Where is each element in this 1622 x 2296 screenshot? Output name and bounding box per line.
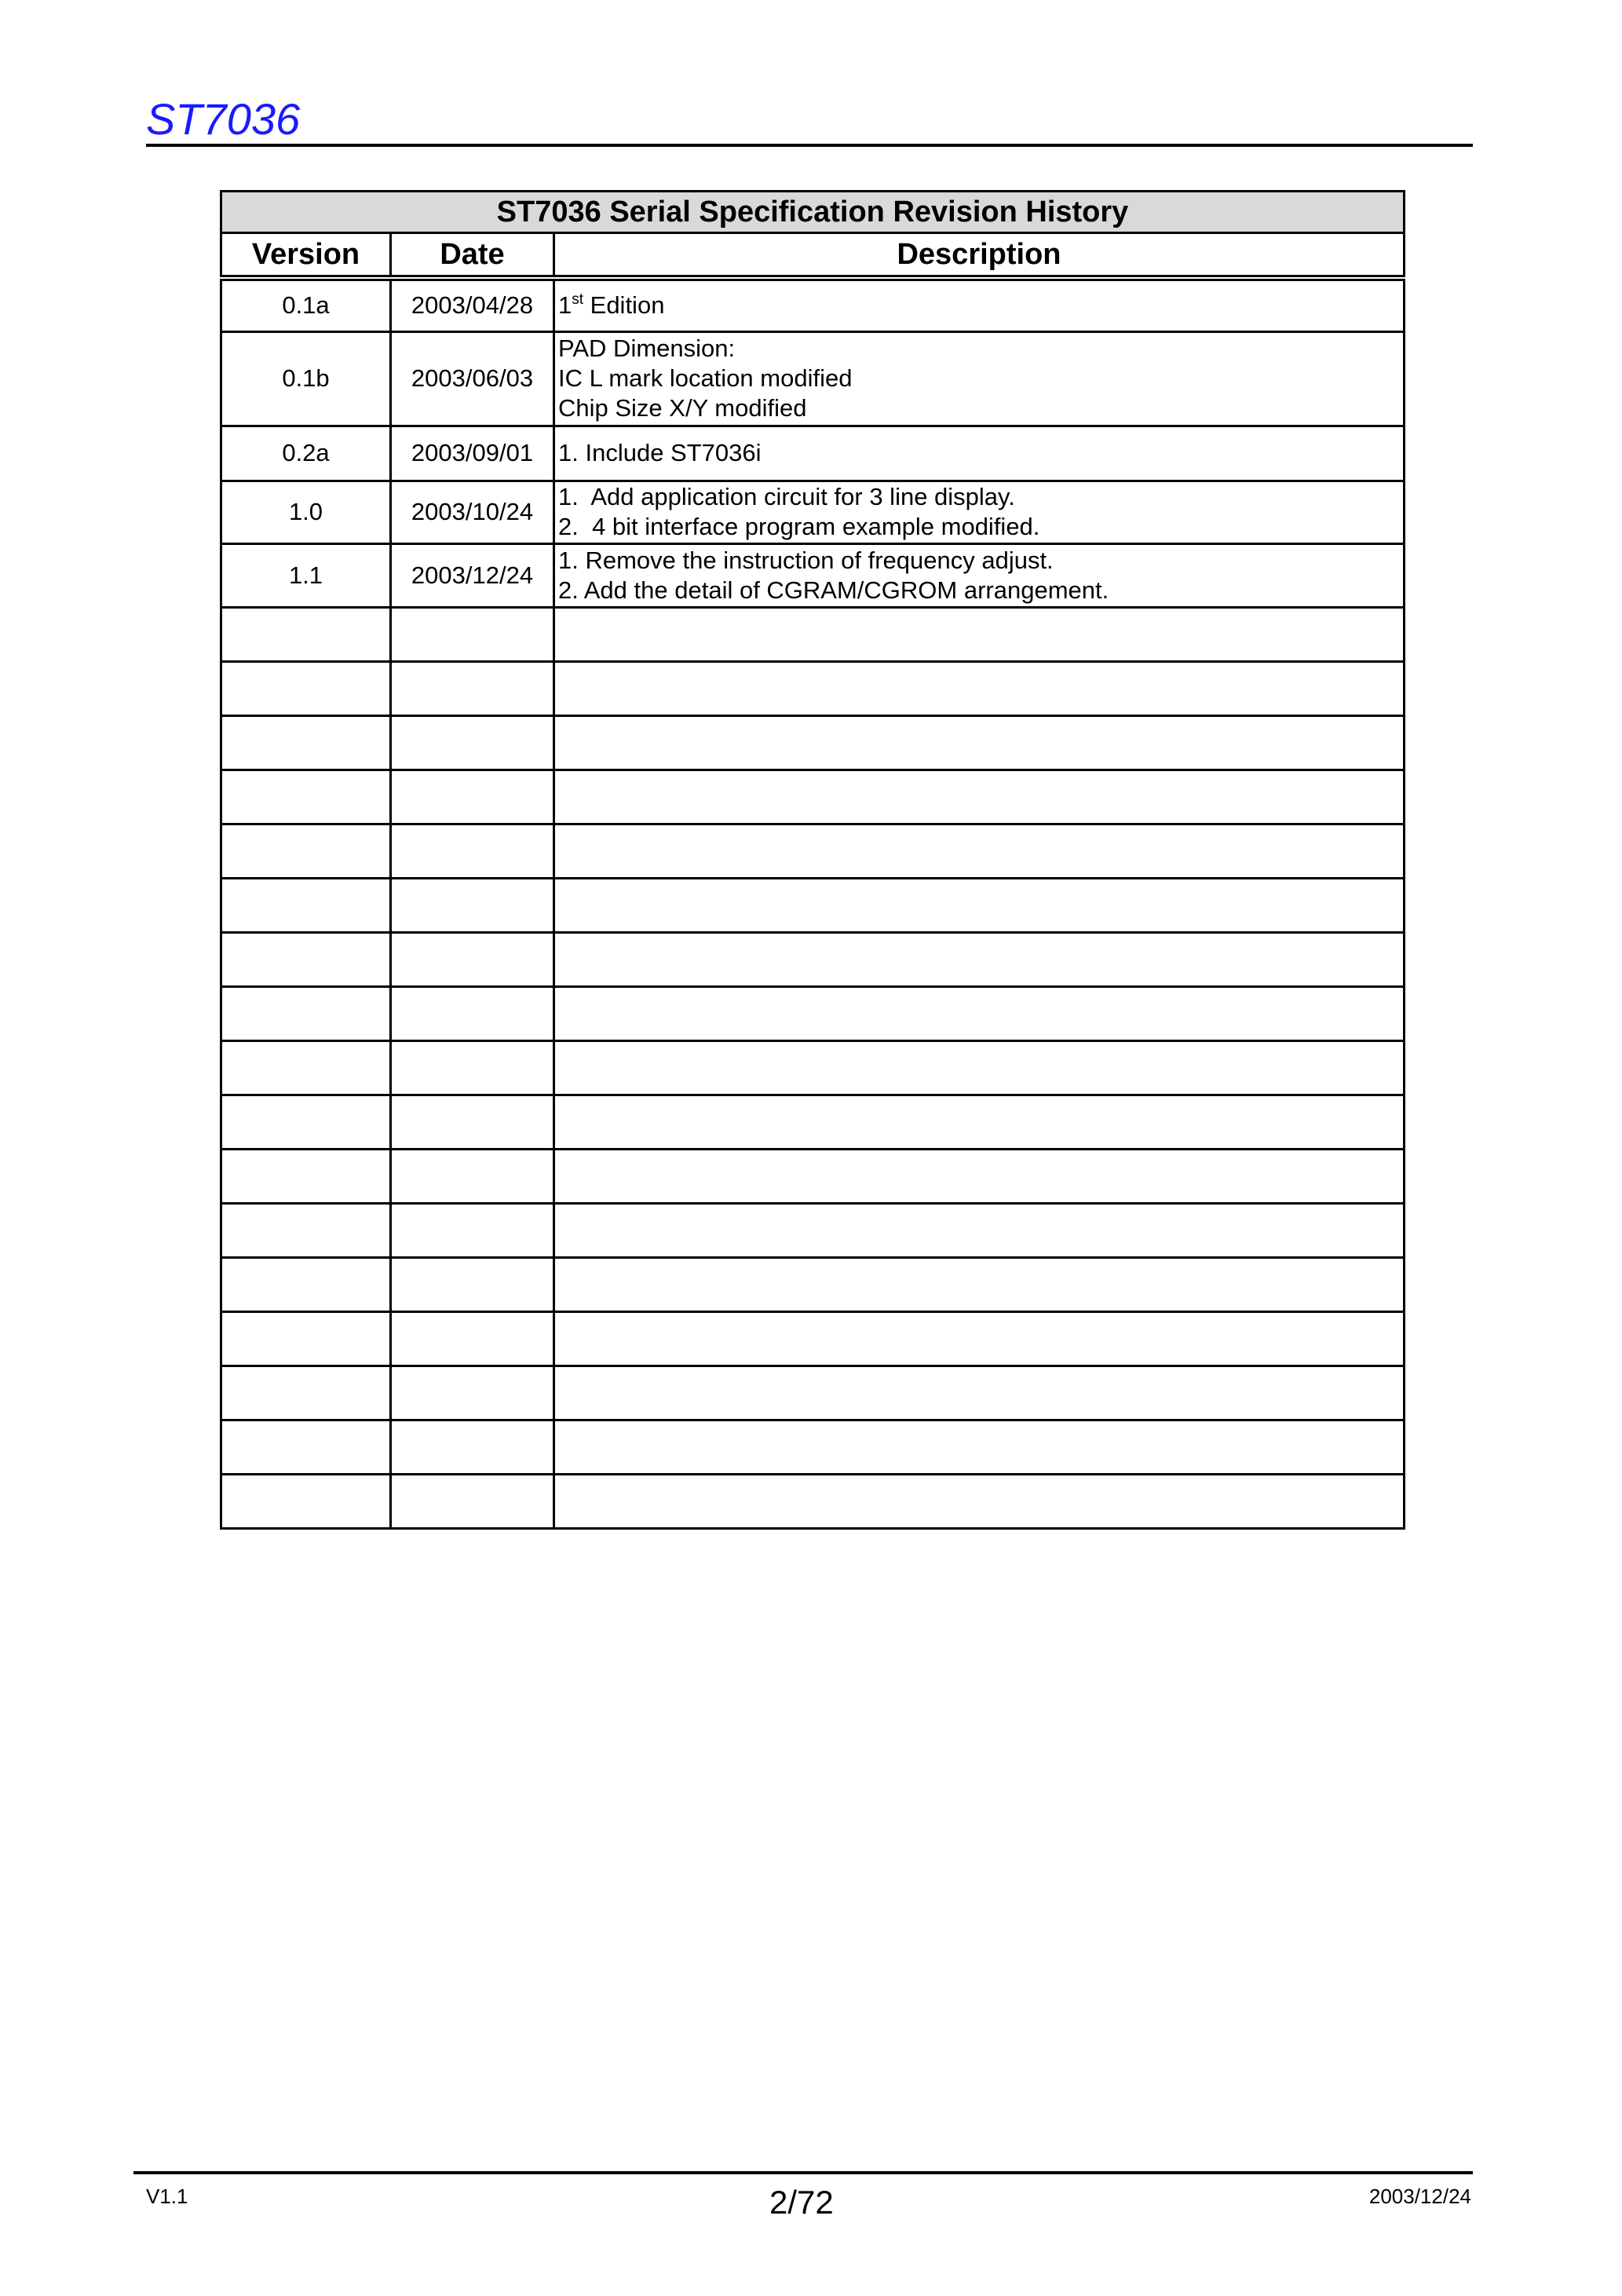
description-line: PAD Dimension: [558, 335, 736, 362]
description-cell [554, 481, 1405, 543]
description-line: IC L mark location modified [558, 364, 853, 392]
version-cell [221, 1040, 391, 1095]
version-cell [221, 1474, 391, 1528]
column-header-description: Description [554, 233, 1405, 279]
empty-table-row [221, 824, 1405, 878]
description-cell [554, 1203, 1405, 1257]
date-cell [391, 986, 554, 1040]
description-cell [554, 824, 1405, 878]
date-cell [391, 1366, 554, 1420]
date-cell [391, 770, 554, 824]
column-header-date: Date [391, 233, 554, 279]
header-rule [146, 144, 1473, 147]
table-row [221, 331, 1405, 426]
revision-history-table [220, 190, 1405, 1530]
empty-rows [221, 607, 1405, 1528]
empty-table-row [221, 932, 1405, 986]
description-cell [554, 607, 1405, 661]
description-cell [554, 1149, 1405, 1203]
date-cell: 2003/04/28 [391, 278, 554, 331]
description-line: Chip Size X/Y modified [558, 394, 807, 422]
table-row [221, 543, 1405, 607]
description-line: 1. Remove the instruction of frequency adjust. [558, 546, 1054, 574]
edition-label: Edition [583, 291, 665, 320]
empty-table-row [221, 1311, 1405, 1366]
description-cell [554, 1257, 1405, 1311]
description-cell [554, 986, 1405, 1040]
date-cell [391, 1040, 554, 1095]
description-cell [554, 278, 1405, 331]
description-cell [554, 1095, 1405, 1149]
version-cell [221, 770, 391, 824]
version-cell [221, 661, 391, 715]
date-cell [391, 1420, 554, 1474]
date-cell: 2003/12/24 [391, 543, 554, 607]
description-cell [554, 932, 1405, 986]
version-cell [221, 1311, 391, 1366]
version-cell [221, 607, 391, 661]
description-cell [554, 715, 1405, 770]
date-cell [391, 1257, 554, 1311]
date-cell [391, 824, 554, 878]
empty-table-row [221, 770, 1405, 824]
empty-table-row [221, 1149, 1405, 1203]
version-cell [221, 1149, 391, 1203]
version-cell [221, 824, 391, 878]
date-cell: 2003/10/24 [391, 481, 554, 543]
date-cell [391, 1095, 554, 1149]
version-cell [221, 878, 391, 932]
table-row [221, 481, 1405, 543]
date-cell [391, 1203, 554, 1257]
date-cell [391, 1311, 554, 1366]
empty-table-row [221, 715, 1405, 770]
description-cell [554, 1040, 1405, 1095]
ordinal-suffix: st [572, 291, 584, 309]
footer-date: 2003/12/24 [1368, 2184, 1471, 2208]
empty-table-row [221, 1203, 1405, 1257]
date-cell [391, 607, 554, 661]
version-cell [221, 1257, 391, 1311]
version-cell [221, 986, 391, 1040]
empty-table-row [221, 661, 1405, 715]
edition-number: 1 [558, 291, 572, 320]
description-cell [554, 1420, 1405, 1474]
date-cell: 2003/09/01 [391, 426, 554, 481]
version-cell: 0.2a [221, 426, 391, 481]
empty-table-row [221, 607, 1405, 661]
date-cell [391, 1149, 554, 1203]
empty-table-row [221, 1257, 1405, 1311]
date-cell [391, 932, 554, 986]
version-cell [221, 715, 391, 770]
description-cell [554, 426, 1405, 481]
version-cell: 1.1 [221, 543, 391, 607]
version-cell [221, 1420, 391, 1474]
description-cell [554, 1311, 1405, 1366]
date-cell [391, 1474, 554, 1528]
table-row [221, 426, 1405, 481]
table-row [221, 278, 1405, 331]
empty-table-row [221, 1040, 1405, 1095]
version-cell [221, 1203, 391, 1257]
version-cell [221, 1366, 391, 1420]
empty-table-row [221, 986, 1405, 1040]
description-cell [554, 1366, 1405, 1420]
empty-table-row [221, 1474, 1405, 1528]
description-cell [554, 331, 1405, 426]
footer-rule [133, 2171, 1473, 2174]
column-header-version: Version [221, 233, 391, 279]
description-cell [554, 543, 1405, 607]
table-title: ST7036 Serial Specification Revision History [221, 192, 1405, 233]
description-line: 2. 4 bit interface program example modified. [558, 513, 1040, 540]
description-cell [554, 878, 1405, 932]
empty-table-row [221, 1095, 1405, 1149]
version-cell: 0.1b [221, 331, 391, 426]
date-cell [391, 661, 554, 715]
version-cell [221, 1095, 391, 1149]
footer-version: V1.1 [146, 2184, 188, 2208]
version-cell: 0.1a [221, 278, 391, 331]
description-cell [554, 1474, 1405, 1528]
description-cell [554, 770, 1405, 824]
empty-table-row [221, 1420, 1405, 1474]
date-cell [391, 715, 554, 770]
description-line: 2. Add the detail of CGRAM/CGROM arrangement. [558, 576, 1109, 604]
date-cell [391, 878, 554, 932]
version-cell [221, 932, 391, 986]
description-line: 1. Include ST7036i [558, 439, 762, 466]
date-cell: 2003/06/03 [391, 331, 554, 426]
description-line: 1. Add application circuit for 3 line display. [558, 483, 1015, 510]
description-cell [554, 661, 1405, 715]
page-number: 2/72 [769, 2184, 834, 2221]
empty-table-row [221, 878, 1405, 932]
empty-table-row [221, 1366, 1405, 1420]
document-logo: ST7036 [146, 94, 301, 144]
version-cell: 1.0 [221, 481, 391, 543]
